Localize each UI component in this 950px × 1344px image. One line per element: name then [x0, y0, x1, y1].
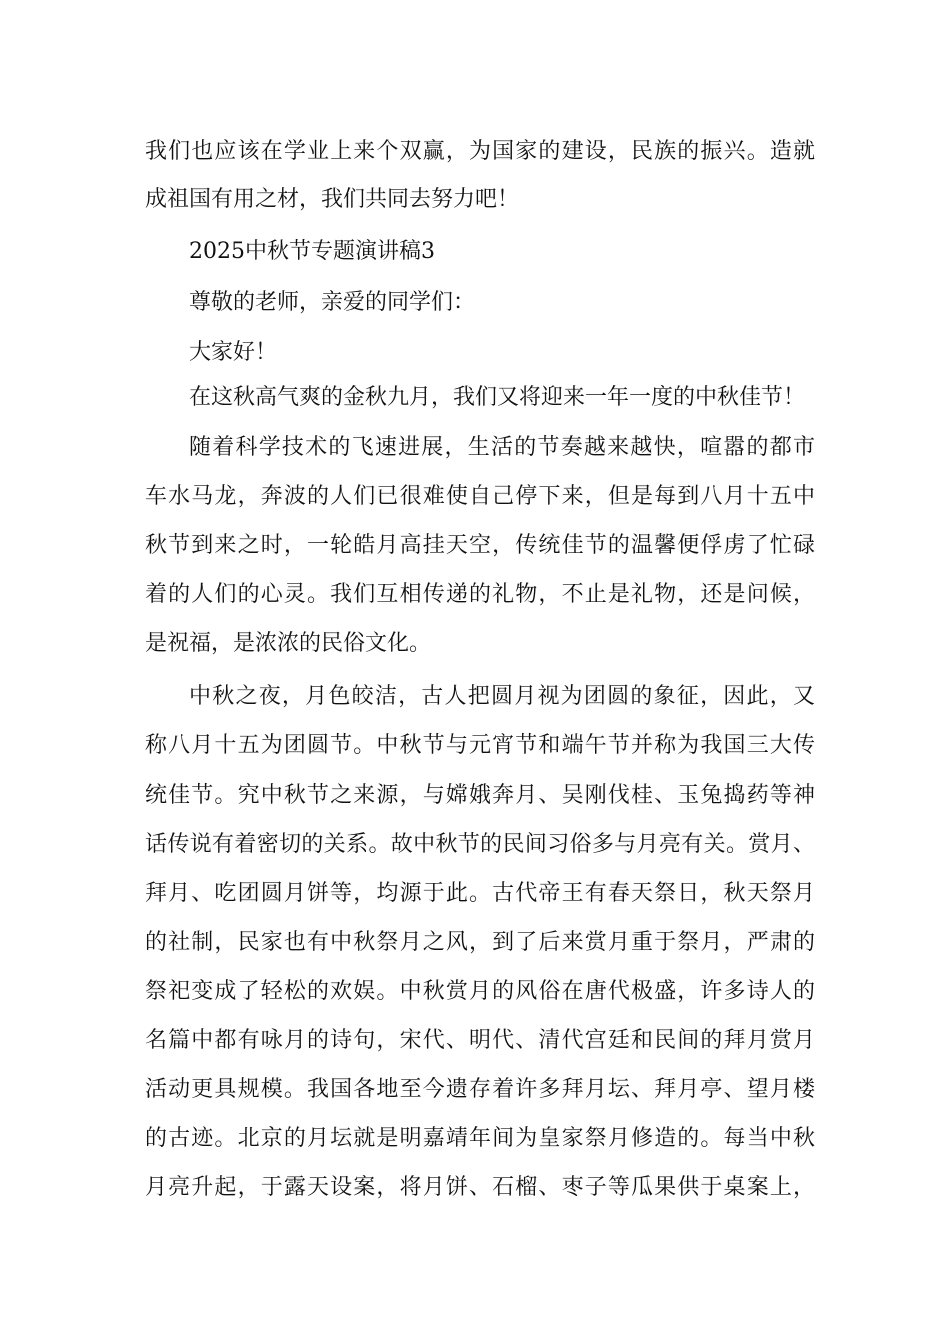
paragraph-line: 着的人们的心灵。我们互相传递的礼物，不止是礼物，还是问候， [145, 582, 815, 607]
paragraph-line: 的古迹。北京的月坛就是明嘉靖年间为皇家祭月修造的。每当中秋 [145, 1126, 815, 1151]
paragraph-line: 月亮升起，于露天设案，将月饼、石榴、枣子等瓜果供于桌案上， [145, 1175, 815, 1200]
paragraph-line: 名篇中都有咏月的诗句，宋代、明代、清代宫廷和民间的拜月赏月 [145, 1028, 815, 1053]
paragraph-line: 的社制，民家也有中秋祭月之风，到了后来赏月重于祭月，严肃的 [145, 930, 815, 955]
paragraph-line: 是祝福，是浓浓的民俗文化。 [145, 631, 432, 656]
paragraph-line: 成祖国有用之材，我们共同去努力吧！ [145, 187, 520, 212]
paragraph-line: 随着科学技术的飞速进展，生活的节奏越来越快，喧嚣的都市 [189, 435, 815, 460]
paragraph-line: 活动更具规模。我国各地至今遗存着许多拜月坛、拜月亭、望月楼 [145, 1077, 815, 1102]
paragraph-line: 秋节到来之时，一轮皓月高挂天空，传统佳节的温馨便俘虏了忙碌 [145, 533, 815, 558]
paragraph-line: 拜月、吃团圆月饼等，均源于此。古代帝王有春天祭日，秋天祭月 [145, 881, 815, 906]
paragraph-line: 统佳节。究中秋节之来源，与嫦娥奔月、吴刚伐桂、玉兔捣药等神 [145, 783, 815, 808]
paragraph-line: 我们也应该在学业上来个双赢，为国家的建设，民族的振兴。造就 [145, 139, 815, 164]
paragraph-line: 话传说有着密切的关系。故中秋节的民间习俗多与月亮有关。赏月、 [145, 832, 815, 857]
section-heading: 2025中秋节专题演讲稿3 [189, 239, 435, 264]
paragraph-line: 中秋之夜，月色皎洁，古人把圆月视为团圆的象征，因此，又 [189, 684, 815, 709]
paragraph-line: 称八月十五为团圆节。中秋节与元宵节和端午节并称为我国三大传 [145, 733, 815, 758]
paragraph-line: 在这秋高气爽的金秋九月，我们又将迎来一年一度的中秋佳节！ [189, 385, 806, 410]
paragraph-line: 车水马龙，奔波的人们已很难使自己停下来，但是每到八月十五中 [145, 484, 815, 509]
greeting-line: 大家好！ [189, 340, 278, 365]
salutation-line: 尊敬的老师，亲爱的同学们： [189, 290, 476, 315]
paragraph-line: 祭祀变成了轻松的欢娱。中秋赏月的风俗在唐代极盛，许多诗人的 [145, 979, 815, 1004]
